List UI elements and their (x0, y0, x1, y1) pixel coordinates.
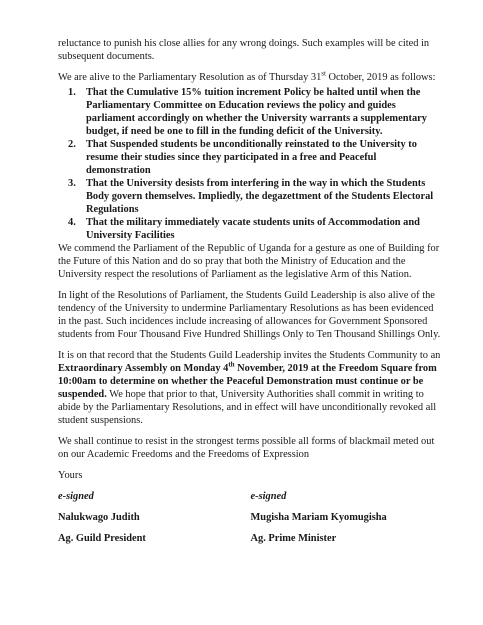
resolution-item (58, 86, 443, 138)
signatory-title-left: Ag. Guild President (58, 533, 146, 544)
resolution-number: 1. (68, 87, 76, 98)
resolution-item (58, 138, 443, 177)
signatory-name-left: Nalukwago Judith (58, 512, 140, 523)
resolution-number: 2. (68, 139, 76, 150)
resolution-intro-text: We are alive to the Parliamentary Resolution as of Thursday 31 (58, 72, 322, 83)
resolution-intro-text-end: October, 2019 as follows: (325, 72, 436, 83)
assembly-paragraph (58, 349, 443, 427)
signatory-title-right: Ag. Prime Minister (250, 533, 337, 544)
resolution-item (58, 216, 443, 242)
assembly-bold-text: Extraordinary Assembly on Monday 4 (58, 363, 229, 374)
light-paragraph: In light of the Resolutions of Parliament, the Students Guild Leadership is also alive of the tendency of the University to undermine Parliamentary Resolutions as has been evidenced in the past. Such incidences include increasing of allowances for Government Sponsored students from Four Thousand Five Hundred Shillings Only to Ten Thousand Shillings Only. (58, 290, 441, 340)
closing: Yours (58, 470, 83, 481)
resolution-text: That the University desists from interfering in the way in which the Students Body govern themselves. Impliedly, the degazettment of the Students Electoral Regulations (86, 178, 434, 215)
assembly-sup: th (228, 360, 235, 369)
assembly-bold-text-2: November, 2019 at the Freedom Square from 10:00am to determine on whether the Peaceful Demonstration must continue or be suspended. (58, 363, 437, 400)
esign-label-right: e-signed (250, 491, 287, 502)
assembly-text-2: We hope that prior to that, University Authorities shall commit in writing to abide by the Parliamentary Resolutions, and in effect will have unconditionally revoked all student suspensions. (58, 389, 437, 426)
esign-row (58, 490, 443, 503)
assembly-text: It is on that record that the Students Guild Leadership invites the Students Community to an (58, 350, 441, 361)
esign-label-left: e-signed (58, 491, 94, 502)
signature-block (58, 490, 443, 545)
resolution-text: That Suspended students be unconditionally reinstated to the University to resume their studies since they participated in a free and Peaceful demonstration (86, 139, 417, 176)
title-row (58, 532, 443, 545)
intro-paragraph: reluctance to punish his close allies for any wrong doings. Such examples will be cited in subsequent documents. (58, 38, 430, 62)
resolution-intro-sup: st (321, 69, 326, 78)
resolution-text: That the Cumulative 15% tuition increment Policy be halted until when the Parliamentary Committee on Education reviews the policy and guides parliament accordingly on whether the University warrants a supplementary budget, if need be one to fill in the funding deficit of the University. (86, 87, 427, 137)
signatory-name-right: Mugisha Mariam Kyomugisha (250, 512, 387, 523)
resolution-number: 3. (68, 178, 76, 189)
resist-paragraph: We shall continue to resist in the strongest terms possible all forms of blackmail meted out on our Academic Freedoms and the Freedoms of Expression (58, 436, 435, 460)
resolution-number: 4. (68, 217, 76, 228)
commend-paragraph: We commend the Parliament of the Republic of Uganda for a gesture as one of Building for the Future of this Nation and do so pray that both the Ministry of Education and the University respect the resolutions of Parliament as the legislative Arm of this Nation. (58, 243, 440, 280)
name-row (58, 511, 443, 524)
resolution-intro (58, 71, 443, 84)
resolution-item (58, 177, 443, 216)
resolution-text: That the military immediately vacate students units of Accommodation and University Facilities (86, 217, 420, 241)
resolution-list (58, 86, 443, 242)
